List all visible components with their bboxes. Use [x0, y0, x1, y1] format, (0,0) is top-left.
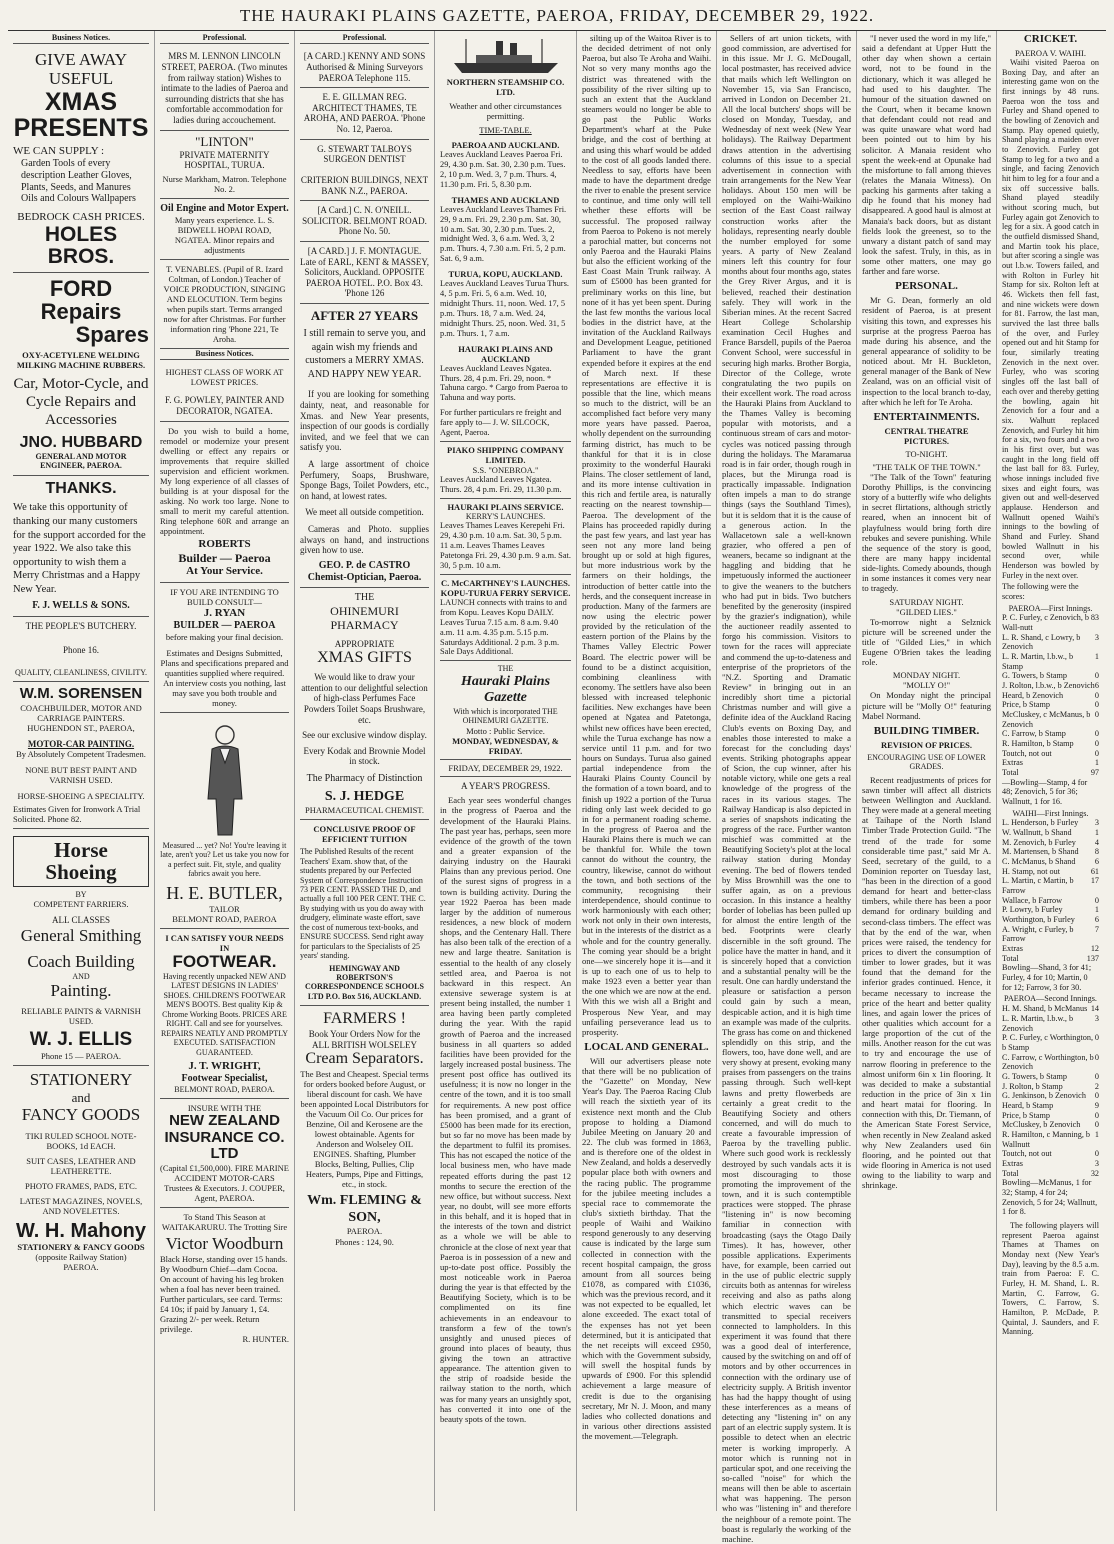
score-row [1002, 691, 1099, 701]
score-row [1002, 857, 1099, 867]
section-heading: LOCAL AND GENERAL. [584, 1040, 709, 1053]
batsman-name: Total [1002, 953, 1019, 963]
runs: 14 [1090, 1004, 1099, 1014]
score-row [1002, 1004, 1099, 1014]
batsman-name: R. Hamilton, c Manning, b Wallnutt [1002, 1129, 1091, 1149]
score-row [1002, 1101, 1099, 1111]
ad-horse-shoeing: Horse Shoeing BY COMPETENT FARRIERS. ALL CLASSES General Smithing Coach Building AND Painting. RELIABLE PAINTS & VARNISH USED. W. J. ELLIS Phone 15 — PAEROA. [13, 829, 149, 1066]
runs: 0 [1094, 671, 1099, 681]
batsman-name: Toutch, not out [1002, 748, 1052, 758]
gazette-nameplate: Hauraki Plains Gazette [460, 673, 551, 706]
batsman-name: McCluskey, c McManus, b Zenovich [1002, 710, 1091, 729]
scorecard-waihi-first [1002, 818, 1099, 963]
runs: 0 [1094, 1110, 1099, 1120]
batsman-name: J. Rolton, b Stamp [1002, 1081, 1063, 1091]
batsman-name: Wallace, b Farrow [1002, 895, 1063, 905]
scorecard-paeroa-second [1002, 1004, 1099, 1178]
column-2: Professional. MRS M. LENNON LINCOLN STREET, PAEROA. (Two minutes from railway station) Wishes to intimate to the ladies of Paeroa and surrounding districts that she has comfortable accommodation for ladies during accouchement. "LINTON" PRIVATE MATERNITY HOSPITAL, TURUA. Nurse Markham, Matron. Telephone No. 2. Oil Engine and Motor Expert. Many years experience. L. S. BIDWELL HOPAI ROAD, NGATEA. Minor repairs and adjustments T. VENABLES. (Pupil of R. Izard Coltman, of London.) Teacher of VOICE PRODUCTION, SINGING AND ELOCUTION. Term begins when pupils start. Terms arranged now for after Christmas. For further information ring 'Phone 221, Te Aroha. Business Notices. HIGHEST CLASS OF WORK AT LOWEST PRICES. F. G. POWLEY, PAINTER AND DECORATOR, NGATEA. Do you wish to build a home, remodel or modernize your present dwelling or effect any repairs or improvements that require skilled supervision and efficient workmen. My long experience of all classes of building is at your disposal for the asking. No work too large. None to small to merit my careful attention. Ring telephone 60R and arrange an appointment. ROBERTS Builder — Paeroa At Your Service. IF YOU ARE INTENDING TO BUILD CONSULT— J. RYAN BUILDER — PAEROA before making your final decision. Estimates and Designs Submitted, Plans and specifications prepared and quantities supplied where required. An interview costs you nothing, last may save you both trouble and money. Measured ... yet? No! You're leaving it late, aren't you? Let us take you now for a perfect suit. Fit, style, and quality fabrics await you here. H. E. BUTLER, TAILOR BELMONT ROAD, PAEROA I CAN SATISFY YOUR NEEDS IN FOOTWEAR. Having recently unpacked NEW AND LATEST DESIGNS IN LADIES' SHOES. CHILDREN'S FOOTWEAR MEN'S BOOTS. Best quality Kip & Chrome Working Boots. PRICES ARE RIGHT. Call and see for yourselves. REPAIRS NEATLY AND PROMPTLY EXECUTED. SATISFACTION GUARANTEED. J. T. WRIGHT, Footwear Specialist, BELMONT ROAD, PAEROA. INSURE WITH THE NEW ZEALAND INSURANCE CO. LTD (Capital £1,500,000). FIRE MARINE ACCIDENT MOTOR-CARS Trustees & Executors. J. COUPER, Agent, PAEROA. To Stand This Season at WAITAKARURU. The Trotting Sire Victor Woodburn Black Horse, standing over 15 hands. By Woodburn Chief—dam Cocoa. On account of having his leg broken when a foal has never been trained. Further particulars, see card. Terms: £4 10s; if paid by January 1, £4. Grazing 2/- per week. Return privilege. R. HUNTER. [155, 31, 295, 1511]
article-body: "I never used the word in my life," said a defendant at Upper Hutt the other day when shown a certain word, not to be found in the dictionary, which it was alleged he had used to his daughter. The humour of the situation dawned on the Court, when it became known that defendant could not read and was quite unaware what word had been pointed out to him by his solicitor. A Manaia resident who spent the week-end at Opunake had the misfortune to fall among thieves (relates the Manaia Witness). On packing his garments after taking a dip he found that his money had disappeared. A good haul is almost at Manaia's back doors, but as distant fields look the greenest, so to the unwary a distant patch of sand may look the safest. Truly, in this, as in some other matters, one may go farther and fare worse. [862, 33, 991, 277]
ad-venables: T. VENABLES. (Pupil of R. Izard Coltman, of London.) Teacher of VOICE PRODUCTION, SINGING AND ELOCUTION. Term begins when pupils start. Terms arranged now for after Christmas. For further information ring 'Phone 221, Te Aroha. [160, 260, 289, 349]
score-row [1002, 876, 1099, 895]
batsman-name: L. Henderson, b Furley [1002, 818, 1079, 828]
score-row [1002, 1082, 1099, 1092]
ad-sorensen: W.M. SORENSEN COACHBUILDER, MOTOR AND CARRIAGE PAINTERS. HUGHENDON ST., PAEROA, MOTOR-CAR PAINTING. By Absolutely Competent Tradesmen. NONE BUT BEST PAINT AND VARNISH USED. HORSE-SHOEING A SPECIALITY. Estimates Given for Ironwork A Trial Solicited. Phone 82. [13, 682, 149, 829]
runs: 0 [1094, 690, 1099, 700]
batsman-name: Extras [1002, 758, 1023, 768]
ad-tuition: CONCLUSIVE PROOF OF EFFICIENT TUITION The Published Results of the recent Teachers' Exam. show that, of the students prepared by our Perfected System of Correspondence Instruction 73 PER CENT. PASSED THE D, and actually a full 100 PER CENT. THE C. By studying with us you do away with drudgery, eliminate waste effort, save the cost of numerous text-books, and ENSURE SUCCESS. Send right away for particulars to the Specialists of 25 years' standing. HEMINGWAY AND ROBERTSON'S CORRESPONDENCE SCHOOLS LTD P.O. Box 516, AUCKLAND. [300, 820, 429, 1006]
ad-roberts: Do you wish to build a home, remodel or modernize your present dwelling or effect any repairs or improvements that require skilled supervision and efficient workmen. My long experience of all classes of building is at your disposal for the asking. No work too large. None to small to merit my careful attention. Ring telephone 60R and arrange an appointment. ROBERTS Builder — Paeroa At Your Service. [160, 422, 289, 583]
runs: 0 [1094, 895, 1099, 905]
ad-victor-woodburn: To Stand This Season at WAITAKARURU. The Trotting Sire Victor Woodburn Black Horse, standing over 15 hands. By Woodburn Chief—dam Cocoa. On account of having his leg broken when a foal has never been trained. Further particulars, see card. Terms: £4 10s; if paid by January 1, £4. Grazing 2/- per week. Return privilege. R. HUNTER. [160, 1211, 289, 1344]
batsman-name: H. M. Shand, b McManus [1002, 1004, 1088, 1014]
ad-ford: FORD Repairs Spares OXY-ACETYLENE WELDING MILKING MACHINE RUBBERS. Car, Motor-Cycle, and Cycle Repairs and Accessories JNO. HUBBARD GENERAL AND MOTOR ENGINEER, PAEROA. [13, 273, 149, 476]
runs: 3 [1094, 1013, 1099, 1023]
scorecard-paeroa-first [1002, 613, 1099, 777]
batsman-name: Heard, b Zenovich [1002, 690, 1064, 700]
score-row [1002, 1149, 1099, 1159]
score-row [1002, 867, 1099, 877]
runs: 6 [1094, 680, 1099, 690]
runs: 3 [1094, 632, 1099, 642]
batsman-name: G. Jenkinson, b Zenovich [1002, 1091, 1086, 1101]
runs: 8 [1094, 847, 1099, 857]
runs: 7 [1094, 924, 1099, 934]
score-row [1002, 915, 1099, 925]
article-body: Will our advertisers please note that there will be no publication of the "Gazette" on Monday, New Year's Day. The Paeroa Racing Club will reach the sixtieth year of its existence next month and the Club propose to holding a Diamond Jubilee Meeting on January 20 and 22. The club was formed in 1863, and is therefore one of the oldest in New Zealand, and holds a deservedly popular place both with owners and the racing public. The programme for the jubilee meeting includes a special race to commemorate the club's sixtieth birthday. That the people of Waihi and Waikino respond generously to any deserving cause is indicated by the large sum collected in connection with the recent hospital campaign, the gross amount from all sources being £1078, as compared with £1036, which was the previous record, and it was not expected to be equalled, let alone exceeded. The exact total of the expenses has not yet been determined, but it is anticipated that the net receipts will exceed £950, which with the Government subsidy, will swell the hospital funds by upwards of £900. For this splendid achievement a large measure of credit is due to the organising secretary, Mr N. J. Moon, and many ladies who collected donations and in various other directions assisted the movement.—Telegraph. [582, 1055, 711, 1442]
runs: 12 [1090, 944, 1099, 954]
section-heading: PERSONAL. [895, 280, 958, 293]
runs: 6 [1094, 857, 1099, 867]
runs: 0 [1094, 1149, 1099, 1159]
runs: 0 [1094, 1120, 1099, 1130]
runs: 17 [1090, 876, 1099, 886]
score-row [1002, 954, 1099, 964]
score-row [1002, 1111, 1099, 1121]
ad-bidwell: Oil Engine and Motor Expert. Many years experience. L. S. BIDWELL HOPAI ROAD, NGATEA. Minor repairs and adjustments [160, 199, 289, 260]
runs: 0 [1094, 1033, 1099, 1043]
batsman-name: P. C. Furley, c Worthington, b Stamp [1002, 1033, 1093, 1052]
batsman-name: Heard, b Stamp [1002, 1100, 1054, 1110]
runs: 9 [1094, 1100, 1099, 1110]
tailor-figure-illustration [190, 719, 260, 839]
batsman-name: Toutch, not out [1002, 1149, 1052, 1159]
masthead: THE HAURAKI PLAINS GAZETTE, PAEROA, FRIDAY, DECEMBER 29, 1922. [8, 4, 1106, 31]
column-header: Business Notices. [13, 33, 149, 44]
score-row [1002, 828, 1099, 838]
ad-talboys: G. STEWART TALBOYS SURGEON DENTIST CRITERION BUILDINGS, NEXT BANK N.Z., PAEROA. [300, 140, 429, 201]
batsman-name: H. Stamp, not out [1002, 866, 1060, 876]
column-header: Professional. [300, 33, 429, 44]
article-body: silting up of the Waitoa River is to the decided detriment of not only Paeroa, but also Te Aroha and Waihi. Not so very many months ago the district was threatened with the possibility of the river silting up to such an extent that the Auckland steamers would no longer be able to go past the Public Works Department's wharf at the Puke bridge, and the cost of berthing at and using this wharf would be added to the cost of all goods landed there. Needless to say, efforts have been made to have the department dredge the river to enable the present service to continue, and time only will tell whether these efforts will be successful. The proposed railway from Paeroa to Pokeno is not merely a parochial matter, but concerns not only Paeroa and the Hauraki Plains but also the efficient working of the East Coast Main Trunk railway. A sum of £5000 has been granted for preliminary works on this line, but none of it has yet been spent. During the last few months the various local bodies in the district have, at the invitation of the Auckland Railways and Development League, petitioned Parliament to have the grant expended before it expires at the end of March next. If these representations are effective it is possible that the line, which means so much to the district, will be an accomplished fact before very many more years have passed. Paeroa, wholly dependent on the surrounding farming district, has much to be thankful for that it is in close proximity to the wonderful Hauraki Plains. The closer settlement of land, and its more intense cultivation in this rich and fertile area, is naturally reacting on the nearest township—Paeroa. The development of the Plains has proceeded rapidly during the past few years, and last year has seen not any more land being brought up or sold at high figures, but more industrious work by the farmers on their holdings, the introduction of better cattle into the herds, and the consequent increase in production. Many of the farmers are now using the electric power provided by the reticulation of the eastern portion of the Plains by the Thames Valley Electric Power Board. The electric power will be found to be a distinct acquisition, combining cleanliness with economy. The settlers have also been blessed with increased telephonic facilities. New exchanges have been opened at Ngatea and Patetonga, whilst new offices have been erected, while the Turua exchange has now a service until 11 p.m. and for two hours on Sundays. Turua also gained partial independence from the Hauraki Plains County Council by the formation of a town board, and to finish up 1922 a portion of the Turua riding only last week decided to go in for a permanent roading scheme. In the progress of Paeroa and the Hauraki Plains there is much we can be thankful for. While the town cannot do without the country, the country, likewise, cannot do without the town, and both sections of the community, recognising their interdependence, should continue to work harmoniously with each other; work not only in their own interests, but in the interests of the district as a whole and for the country generally. The coming year should be a bright one—we sincerely hope it is—and it is up to each one of us to help to make 1923 even a better year than the one which we are now at the end. With this we wish all a Bright and Prosperous New Year, and may unfailing perseverance lead us to prosperity. [582, 33, 711, 1037]
article-body: Each year sees wonderful changes in the progress of Paeroa and the development of the Hauraki Plains. The past year has, perhaps, seen more evidence of the growth of the town and a greater expansion of the dairying industry on the Hauraki Plains than any previous period. One of the surest signs of progress in a town is building activity. During the year 1922 Paeroa has been made larger by the addition of numerous residences, a new block of modern shops, and the Centenary Hall. There has also been talk of the erection of a new and large theatre. Sanitation is essential to the health of any closely settled area, and Paeroa is not backward in this respect. An extensive sewerage system is at present being installed, the number 1 area having been partly completed during the year. With the rapid growth of Paeroa and the increased business in all quarters so added facilities have been provided for the largely increased postal business. The present post office has outlived its usefulness; it is now no longer in the centre of the town, and it is too small for requirements. A new post office has been promised, and a grant of £5000 has been made for its erection, but so far no move has been made by the department to fulfil its promises. This has not escaped the notice of the local business men, who have made repeated efforts during the past 12 months to secure the erection of the new office, but without success. Next year, no doubt, will see more efforts in this behalf, and it is hoped that in the interests of the town and district as a whole we will be able to chronicle at the close of next year that Paeroa is in possession of a new and up-to-date post office. Possibly the most noticeable work in Paeroa during the year is that effected by the Beautifying Society, which is to be complimented on its fine achievements in an endeavour to transform a few of the town's unsightly and unused pieces of ground into places of beauty, thus giving the town an attractive appearance. The attention given to the strip of roadside beside the railway station to the north, which was for many years an unsightly spot, has converted it into one of the beauty spots of the town. [440, 795, 571, 1424]
article-body: Mr G. Dean, formerly an old resident of Paeroa, is at present visiting this town, and expresses his surprise at the progress Paeroa has made during his absence, and the general appearance of solidity to be noticed about. Mr H. Buckleton, general manager of the Bank of New Zealand, was on an official visit of inspection to the local branch to-day, after which he left for Te Aroha. [862, 295, 991, 407]
score-row [1002, 1091, 1099, 1101]
batsman-name: McCluskey, b Zenovich [1002, 1120, 1081, 1130]
runs: 0 [1094, 700, 1099, 710]
runs: 6 [1094, 915, 1099, 925]
score-row [1002, 652, 1099, 671]
article-body: Sellers of art union tickets, with good commission, are advertised for in this issue. Mr J. G. McDougall, local postmaster, has received advice that mails which left Wellington on November 15, via San Francisco, arrived in London on December 21. All the local butchers' shops will be closed on Monday, Tuesday, and Wednesday of next week (New Year holidays). The Railway Department draws attention in the advertising columns of this issue to a special advertisement in connection with train arrangements for the New Year holidays. About 150 men will be employed on the Waihi-Waikino section of the East Coast railway construction works after the holidays, representing nearly double the number employed for some years. A party of New Zealand miners left this country for four months about four months ago, states the Grey River Argus, and it is believed, reached their destination safely. They will work in the Siberian mines. At the recent Sacred Heart College Scholarship examination Cecil Hughes and France Barsdell, pupils of the Paeroa Convent School, were successful in securing high marks. Brother Borgia, Director of the College, wrote congratulating the two pupils on their excellent work. The road across the Hauraki Plains from Auckland to the Thames Valley is becoming popular with motorists, and a continuous stream of cars and motor-cycles was noticed passing through during the holidays. The Maramarua road is in fair order, though rough in places, but the Mirunga road is practically impassable. Indignation often impels a man to do strange things (says the Southland Times), but it is seldom that it is the cause of a generous action. In the Wallacetown sale a well-known grazier, who offered a pen of weaners, became so indignant at the haggling and bidding that he impetuously informed the auctioneer to give the weaners to the butchers who had put in bids. Two butchers benefited by the generosity (inspired by the grazier's indignation), while the auctioneer readily assented to forgo his commission. Visitors to town for the races will appreciate and commend the up-to-dateness and enterprise of the proprietors of the "N.Z. Sporting and Dramatic Review" in bringing out in an incredibly short time a pictorial Christmas number and will give a definite idea of the Auckland Racing Club's events on Boxing Day, and enables those interested to make a forecast for the concluding days' events. Striking photographs appear of Scion, the cup winner, after his notable victory, while one gets a real knowledge of the progress of the races in its various stages. The Railway Handicap is also depicted in a series of snapshots indicating the progress of the race. Further wanton mischief was committed at the Beautifying Society's plot at the local railway station during Monday evening. The bed of flowers tended by Miss Brownhill was the one to suffer again, as on a previous occasion. In this instance a healthy border of lobelias has been pulled up for almost the entire length of the bed. Footprints were clearly discernible in the soft ground. The police have the matter in hand, and it is sincerely hoped that a conviction and a substantial penalty will be the result. One can hardly understand the pleasure or satisfaction a person could gain by such a mean, despicable action, and it is high time an example was made of the culprits. The grass has come on and thickened splendidly on this strip, and the flowers, too, have done well, and are very showy at present, evoking many praises from passengers on the trains passing through. Such well-kept lawns and pretty flowerbeds are certainly a great credit to the Beautifying Society and others concerned, and will do much to create a favourable impression of Paeroa by the travelling public. Where such good work is recklessly destroyed by such vandals acts it is most discouraging to those promoting the improvement of the town, and it is such contemptible practices were stopped. The phrase "listening in" is now becoming familiar in connection with broadcasting (says the Otago Daily Times). It has, however, other possible applications. Experiments have, for example, been carried out in the use of public electric supply circuits both as antennas for wireless receiving and also as paths along which electric waves can be transmitted to special receivers connected to lampholders. In this experiment it was found that there was a good deal of interference, caused by the switching on and off of motors and by other occurrences in connection with the ordinary use of electricity supply. A British inventor has had the happy thought of using these interferences as a means of detecting any "listening in" on any part of an electric supply system. It is possible to detect when an electric meter is working improperly. A motor which is running not in particular spot, and one receiving the so-called "noise" for which the means will then be able to ascertain what was happening. The person who was "listening in" and therefore the neighbour of a remote point. The boast is regularly the working of the machine. [722, 33, 851, 1544]
score-row [1002, 613, 1099, 632]
ad-powley: HIGHEST CLASS OF WORK AT LOWEST PRICES. F. G. POWLEY, PAINTER AND DECORATOR, NGATEA. [160, 363, 289, 421]
ad-linton: "LINTON" PRIVATE MATERNITY HOSPITAL, TURUA. Nurse Markham, Matron. Telephone No. 2. [160, 131, 289, 199]
ad-montague: [A CARD.] J. F. MONTAGUE. Late of EARL, KENT & MASSEY, Solicitors, Auckland. OPPOSITE PAEROA HOTEL. P.O. Box 43. 'Phone 126 [300, 242, 429, 304]
score-row [1002, 633, 1099, 652]
runs: 2 [1094, 1081, 1099, 1091]
batsman-name: G. Towers, b Stamp [1002, 671, 1067, 681]
score-row [1002, 838, 1099, 848]
score-row [1002, 1072, 1099, 1082]
batsman-name: Worthington, b Furley [1002, 915, 1075, 925]
column-5 [577, 31, 717, 1511]
score-row [1002, 710, 1099, 729]
ad-insurance: INSURE WITH THE NEW ZEALAND INSURANCE CO. LTD (Capital £1,500,000). FIRE MARINE ACCIDENT MOTOR-CARS Trustees & Executors. J. COUPER, Agent, PAEROA. [160, 1099, 289, 1208]
steamship-icon [446, 35, 566, 75]
score-row [1002, 944, 1099, 954]
runs: 4 [1094, 837, 1099, 847]
batsman-name: J. Rolton, l.b.w., b Zenovich [1002, 680, 1095, 690]
runs: 1 [1094, 1129, 1099, 1139]
runs: 137 [1086, 953, 1099, 963]
score-row [1002, 671, 1099, 681]
score-row [1002, 818, 1099, 828]
batsman-name: W. Wallnutt, b Shand [1002, 828, 1072, 838]
ad-wright: I CAN SATISFY YOUR NEEDS IN FOOTWEAR. Having recently unpacked NEW AND LATEST DESIGNS IN LADIES' SHOES. CHILDREN'S FOOTWEAR MEN'S BOOTS. Best quality Kip & Chrome Working Boots. PRICES ARE RIGHT. Call and see for yourselves. REPAIRS NEATLY AND PROMPTLY EXECUTED. SATISFACTION GUARANTEED. J. T. WRIGHT, Footwear Specialist, BELMONT ROAD, PAEROA. [160, 929, 289, 1099]
runs: 0 [1094, 739, 1099, 749]
score-row [1002, 847, 1099, 857]
ad-ryan: IF YOU ARE INTENDING TO BUILD CONSULT— J. RYAN BUILDER — PAEROA before making your final decision. Estimates and Designs Submitted, Plans and specifications prepared and quantities supplied where required. An interview costs you nothing, last may save you both trouble and money. [160, 583, 289, 713]
column-header: Professional. [160, 33, 289, 44]
column-1 [8, 31, 155, 1511]
runs: 0 [1094, 1071, 1099, 1081]
runs: 0 [1094, 748, 1099, 758]
batsman-name: Price, b Stamp [1002, 700, 1050, 710]
score-row [1002, 1120, 1099, 1130]
batsman-name: Total [1002, 768, 1019, 778]
runs: 3 [1094, 818, 1099, 828]
score-row [1002, 896, 1099, 906]
score-row [1002, 1169, 1099, 1179]
batsman-name: Price, b Stamp [1002, 1110, 1050, 1120]
runs: 97 [1090, 768, 1099, 778]
ad-giveaway: GIVE AWAY USEFUL XMAS PRESENTS WE CAN SUPPLY : Garden Tools of every description Leather Gloves, Plants, Seeds, and Manures Oils and Colours Wallpapers BEDROCK CASH PRICES. HOLES BROS. [13, 47, 149, 272]
batsman-name: L. R. Shand, c Lowry, b Zenovich [1002, 632, 1081, 652]
score-row [1002, 905, 1099, 915]
runs: 83 [1090, 613, 1099, 623]
score-row [1002, 681, 1099, 691]
runs: 0 [1094, 729, 1099, 739]
ad-pharmacy: THE OHINEMURI PHARMACY APPROPRIATE XMAS GIFTS We would like to draw your attention to our delightful selection of high-class Perfumes Face Powders Toilet Soaps Brushware, etc. See our exclusive window display. Every Kodak and Brownie Model in stock. The Pharmacy of Distinction S. J. HEDGE PHARMACEUTICAL CHEMIST. [300, 588, 429, 820]
columns [8, 31, 1106, 1544]
batsman-name: Extras [1002, 1158, 1023, 1168]
runs: 3 [1094, 1158, 1099, 1168]
ad-lennon: MRS M. LENNON LINCOLN STREET, PAEROA. (Two minutes from railway station) Wishes to intimate to the ladies of Paeroa and surrounding districts that she has comfortable accommodation for ladies during accouchement. [160, 47, 289, 130]
runs: 0 [1094, 710, 1099, 719]
section-heading: CRICKET. [1023, 33, 1078, 45]
section-heading: ENTERTAINMENTS. [873, 410, 980, 423]
batsman-name: Total [1002, 1168, 1019, 1178]
batsman-name: A. Wright, c Furley, b Farrow [1002, 924, 1074, 944]
score-row [1002, 739, 1099, 749]
score-row [1002, 758, 1099, 768]
ad-gillman: E. E. GILLMAN REG. ARCHITECT THAMES, TE AROHA, AND PAEROA. 'Phone No. 12, Paeroa. [300, 88, 429, 139]
batsman-name: R. Hamilton, b Stamp [1002, 739, 1074, 749]
ad-butchery: THE PEOPLE'S BUTCHERY. Phone 16. QUALITY, CLEANLINESS, CIVILITY. [13, 617, 149, 683]
runs: 1 [1094, 905, 1099, 915]
batsman-name: M. Martensen, b Shand [1002, 847, 1079, 857]
score-row [1002, 1159, 1099, 1169]
column-6 [717, 31, 857, 1544]
batsman-name: L. R. Martin, l.b.w., b Stamp [1002, 651, 1074, 671]
ad-kenny: [A CARD.] KENNY AND SONS Authorised & Mining Surveyors PAEROA Telephone 115. [300, 47, 429, 88]
column-8: CRICKET. PAEROA V. WAIHI. Waihi visited Paeroa on Boxing Day, and after an interesting game won on the first innings by 48 runs. Paeroa won the toss and Furley and Shand opened to the bowling of Zenovich and Stamp. Play opened quietly, Shand playing a maiden over to Zenovich. Furley got Stamp to leg for a two and a single, and facing Zenovich hit him to leg for a four and a six off successive balls. Shand played steadily without scoring much, but Furley again got Zenovich to leg for a six. A good catch in the outfield dismissed Shand, and Martin took his place, but after scoring a single was out l.b.w. Towers failed, and with Rolton in Furley hit Stamp for six. Rolton left at 46. Wickets then fell fast, and nine wickets were down for 81. Farrow, the last man, survived the last three balls of the over, and Furley opened out and hit Stamp for four, similarly treating Zenovich in the next over. Furley, who was scoring singles off the last ball of each over and thereby getting the bowling, again hit Zenovich for a four and a six. Walhutt replaced Zenovich, and Furley hit him for a six, two fours and a two in his first over, but was caught in the long field off the last ball for 83. Furley, whose innings included five sixes and eight fours, was given out and well-deserved applause. Henderson and Wallnutt opened Waihi's innings to the bowling of Shand and Furley. Shand bowled Wallnutt in his second over, while Henderson was bowled by Furley in the next over. The following were the scores: PAEROA—First Innings. P. C. Furley, c Zenovich, b Wall-nutt 83 L. R. Shand, c Lowry, b Zenovich 3 L. R. Martin, l.b.w., b Stamp 1 G. Towers, b Stamp 0 J. Rolton, l.b.w., b Zenovich 6 Heard, b Zenovich 0 Price, b Stamp 0 McCluskey, c McManus, b Zenovich 0 C. Farrow, b Stamp 0 R. Hamilton, b Stamp 0 Toutch, not out 0 Extras 1 Total 97 —Bowling—Stamp, 4 for 48; Zenovich, 5 for 36; Wallnutt, 1 for 16. WAIHI—First Innings. L. Henderson, b Furley 3 W. Wallnutt, b Shand 1 M. Zenovich, b Furley 4 M. Martensen, b Shand 8 C. McManus, b Shand 6 H. Stamp, not out 61 L. Martin, c Martin, b Farrow 17 Wallace, b Farrow 0 P. Lowry, b Furley 1 Worthington, b Furley 6 A. Wright, c Furley, b Farrow 7 Extras 12 Total 137 Bowling—Shand, 3 for 41; Furley, 4 for 10; Martin, 0 for 12; Farrow, 3 for 30. PAEROA—Second Innings. H. M. Shand, b McManus 14 L. R. Martin, l.b.w., b Zenovich 3 P. C. Furley, c Worthington, b Stamp 0 C. Farrow, c Worthington, b Zenovich 0 G. Towers, b Stamp 0 J. Rolton, b Stamp 2 G. Jenkinson, b Zenovich 0 Heard, b Stamp 9 Price, b Stamp 0 McCluskey, b Zenovich 0 R. Hamilton, c Manning, b Wallnutt 1 Toutch, not out 0 Extras 3 Total 32 Bowling—McManus, 1 for 32; Stamp, 4 for 24; Zenovich, 5 for 24; Wallnutt, 1 for 8. The following players will represent Paeroa against Thames at Thames on Monday next (New Year's Day), leaving by the 8.5 a.m. train from Paeroa: F. C. Furley, H. M. Shand, L. R. Martin, C. Farrow, G. Towers, C. Farrow, S. Hamilton, P. McDade, P. Quintal, J. Saunders, and F. Manning. [1002, 33, 1099, 1337]
ad-oneill: [A Card.] C. N. O'NEILL. SOLICITOR. BELMONT ROAD. Phone No. 50. [300, 201, 429, 242]
ad-stationery: STATIONERY and FANCY GOODS TIKI RULED SCHOOL NOTE-BOOKS, 1d EACH. SUIT CASES, LEATHER AND LEATHERETTE. PHOTO FRAMES, PADS, ETC. LATEST MAGAZINES, NOVELS, AND NOVELETTES. W. H. Mahony STATIONERY & FANCY GOODS (opposite Railway Station) PAEROA. [16, 1070, 146, 1272]
score-row [1002, 749, 1099, 759]
batsman-name: G. Towers, b Stamp [1002, 1071, 1067, 1081]
runs: 1 [1094, 758, 1099, 768]
batsman-name: C. Farrow, c Worthington, b Zenovich [1002, 1052, 1094, 1072]
runs: 0 [1094, 1052, 1099, 1062]
ad-butler: Measured ... yet? No! You're leaving it late, aren't you? Let us take you now for a perfect suit. Fit, style, and quality fabrics await you here. H. E. BUTLER, TAILOR BELMONT ROAD, PAEROA [160, 713, 289, 930]
runs: 1 [1094, 828, 1099, 838]
batsman-name: P. Lowry, b Furley [1002, 905, 1063, 915]
batsman-name: M. Zenovich, b Furley [1002, 837, 1076, 847]
runs: 61 [1090, 866, 1099, 876]
column-7: "I never used the word in my life," said a defendant at Upper Hutt the other day when shown a certain word, not to be found in the dictionary, which it was alleged he had used to his daughter. The humour of the situation dawned on the Court, when it became known that defendant could not read and was quite unaware what word had been pointed out to him by his solicitor. A Manaia resident who spent the week-end at Opunake had the misfortune to fall among thieves (relates the Manaia Witness). On packing his garments after taking a dip he found that his money had disappeared. A good haul is almost at Manaia's back doors, but as distant fields look the greenest, so to the unwary a distant patch of sand may look the safest. Truly, in this, as in some other matters, one may go farther and fare worse. PERSONAL. Mr G. Dean, formerly an old resident of Paeroa, is at present visiting this town, and expresses his surprise at the progress Paeroa has made during his absence, and the general appearance of solidity to be noticed about. Mr H. Buckleton, general manager of the Bank of New Zealand, was on an official visit of inspection to the local branch to-day, after which he left for Te Aroha. ENTERTAINMENTS. CENTRAL THEATRE PICTURES. TO-NIGHT. "THE TALK OF THE TOWN." "The Talk of the Town" featuring Dorothy Phillips, is the convincing story of a butterfly wife who delights in secret flirtations, although strictly reared, when an innocent bit of playfulness would bring forth dire rebukes and severe punishing. While the sequence of the story is good, there are many happy incidental side-lights. Comedy abounds, though in some instances it comes very near to tragedy. SATURDAY NIGHT. "GILDED LIES." To-morrow night a Selznick picture will be screened under the title of "Gilded Lies," in which Eugene O'Brien takes the leading role. MONDAY NIGHT. "MOLLY O!" On Monday night the principal picture will be "Molly O!" featuring Mabel Normand. BUILDING TIMBER. REVISION OF PRICES. ENCOURAGING USE OF LOWER GRADES. Recent readjustments of prices for sawn timber will affect all districts between Wellington and Auckland. They were made at a general meeting at Taihape of the North Island Timber Trade Protection Guild. "The trend of the trade for some considerable time past," said Mr A. Seed, secretary of the guild, to a Dominion reporter on Tuesday last, "has been in the direction of a good demand for heart and better-class timbers, while there has been a poor demand for ordinary building and second-class timbers. The effect was that by the end of the war, when prices were raised, the tendency for prices to divert the consumption of timber to lower grades, but it was found that the demand for the inferior grades continued. Hence, it became necessary to increase the price of the heart and better quality lines, and again lower the prices of other qualities which account for a large proportion of the cut of the mills. Another reason for the cut was to try and encourage the use of narrow flooring in preference to the almost uniform 6in x 1in flooring. It was decided to make a substantial reduction in the price of 3in x 1in and heart matai for flooring. In connection with this, Dr. Tiemann, of the American State Forest Service, when recently in New Zealand asked why New Zealanders used 6in flooring, and he pointed out that wide flooring in America is not used owing to the liability to warp and shrinkage. [857, 31, 997, 1511]
score-row [1002, 1033, 1099, 1052]
runs: 0 [1094, 1091, 1099, 1101]
ad-thanks: THANKS. We take this opportunity of thanking our many customers for the support accorded for the year 1922. We also take this opportunity to wish them a Merry Christmas and a Happy New Year. F. J. WELLS & SONS. [13, 476, 149, 617]
batsman-name: C. Farrow, b Stamp [1002, 729, 1066, 739]
score-row [1002, 925, 1099, 944]
batsman-name: C. McManus, b Shand [1002, 857, 1076, 867]
batsman-name: P. C. Furley, c Zenovich, b Wall-nutt [1002, 613, 1090, 632]
column-4: NORTHERN STEAMSHIP CO. LTD. Weather and other circumstances permitting. TIME-TABLE. PAEROA AND AUCKLAND. Leaves Auckland Leaves Paeroa Fri. 29, 4.30 p.m. Sat. 30, 2.30 p.m. Tues. 2, 10 p.m. Wed. 3, 7 p.m. Thurs. 4, 11.30 p.m. Fri. 5, 8.30 p.m. THAMES AND AUCKLAND Leaves Auckland Leaves Thames Fri. 29, 9 a.m. Fri. 29, 2.30 p.m. Sat. 30, 10 a.m. Sat. 30, 2.30 p.m. Tues. 2, midnight Wed. 3, 6 a.m. Wed. 3, 2 p.m. Thurs. 4, 7.30 a.m. Fri. 5, 2 p.m. Sat. 6, 9 a.m. TURUA, KOPU, AUCKLAND. Leaves Auckland Leaves Turua Thurs. 4, 5 p.m. Fri. 5, 6 a.m. Wed. 10, midnight Thurs. 11, noon. Wed. 17, 5 p.m. Thurs. 18, 7 a.m. Wed. 24, midnight Thurs. 25, noon. Wed. 31, 5 p.m. Thurs. 1, 7 a.m. HAURAKI PLAINS AND AUCKLAND Leaves Auckland Leaves Ngatea. Thurs. 28, 4 p.m. Fri. 29, noon. * Tahuna cargo. * Cargo from Paeroa to Tahuna and way ports. For further particulars re freight and fare apply to— J. W. SILCOCK, Agent, Paeroa. PIAKO SHIPPING COMPANY LIMITED. S.S. "ONEBROA." Leaves Auckland Leaves Ngatea. Thurs. 28, 4 p.m. Fri. 29, 11.30 p.m. HAURAKI PLAINS SERVICE. KERRY'S LAUNCHES. Leaves Thames Leaves Kerepehi Fri. 29, 4.30 p.m. 10 a.m. Sat. 30, 5 p.m. 11 a.m. Leaves Thames Leaves Patetonga Fri. 29, 4.30 p.m. 9 a.m. Sat. 30, 5 p.m. 10 a.m. C. McCARTHNEY'S LAUNCHES. KOPU-TURUA FERRY SERVICE. LAUNCH connects with trains to and from Kopu. Leaves Kopu DAILY. Leaves Turua 7.15 a.m. 8 a.m. 9.40 a.m. 11 a.m. 4.35 p.m. 5.15 p.m. Saturdays Additional. 2 p.m. 3 p.m. Sale Days Additional. THE Hauraki Plains Gazette With which is incorporated THE OHINEMURI GAZETTE. Motto : Public Service. MONDAY, WEDNESDAY, & FRIDAY. FRIDAY, DECEMBER 29, 1922. A YEAR'S PROGRESS. Each year sees wonderful changes in the progress of Paeroa and the development of the Hauraki Plains. The past year has, perhaps, seen more evidence of the growth of the town and a greater expansion of the dairying industry on the Hauraki Plains than any previous period. One of the surest signs of progress in a town is building activity. During the year 1922 Paeroa has been made larger by the addition of numerous residences, a new block of modern shops, and the Centenary Hall. There has also been talk of the erection of a new and large theatre. Sanitation is essential to the health of any closely settled area, and Paeroa is not backward in this respect. An extensive sewerage system is at present being installed, the number 1 area having been partly completed during the year. With the rapid growth of Paeroa and the increased business in all quarters so added facilities have been provided for the largely increased postal business. The present post office has outlived its usefulness; it is now no longer in the centre of the town, and it is too small for requirements. A new post office has been promised, and a grant of £5000 has been made for its erection, but so far no move has been made by the department to fulfil its promises. This has not escaped the notice of the local business men, who have made repeated efforts during the past 12 months to secure the erection of the new office, but without success. Next year, no doubt, will see more efforts in this behalf, and it is hoped that in the interests of the town and district as a whole we will be able to chronicle at the close of next year that Paeroa is in possession of a new and up-to-date post office. Possibly the most noticeable work in Paeroa during the year is that effected by the Beautifying Society, which is to be complimented on its fine achievements in an endeavour to transform a few of the town's unsightly and unused pieces of ground into places of beauty, thus giving the town an attractive appearance. The attention given to the strip of roadside beside the railway station to the north, which was for many years an unsightly spot, has converted it into one of the beauty spots of the town. [435, 31, 577, 1511]
ad-after-27-years: AFTER 27 YEARS I still remain to serve you, and again wish my friends and customers a MERRY XMAS. AND HAPPY NEW YEAR. If you are looking for something dainty, neat, and reasonable for Xmas. and New Year presents, inspection of our goods is cordially invited, and we feel that we can satisfy you. A large assortment of choice Perfumery, Soaps, Brushware, Sponge Bags, Toilet Powders, etc., on hand, at lowest rates. We meet all outside competition. Cameras and Photo. supplies always on hand, and instructions given how to use. GEO. P. de CASTRO Chemist-Optician, Paeroa. [300, 304, 429, 588]
runs: 32 [1090, 1168, 1099, 1178]
score-row [1002, 729, 1099, 739]
batsman-name: Extras [1002, 944, 1023, 954]
ad-fleming: FARMERS ! Book Your Orders Now for the ALL BRITISH WOLSELEY Cream Separators. The Best and Cheapest. Special terms for orders booked before August, or liberal discount for cash. We have been appointed Local Distributors for the Vacuum Oil Co. Our prices for Benzine, Oil and Kerosene are the lowest obtainable. Agents for Anderson and Wolseley OIL ENGINES. Shafting, Plumber Blocks, Belting, Pullies, Clip Heaters, Pumps, Pipe and Fittings, etc., in stock. Wm. FLEMING & SON, PAEROA. Phones : 124, 90. [300, 1010, 429, 1247]
score-row [1002, 1014, 1099, 1033]
runs: 1 [1094, 651, 1099, 661]
batsman-name: L. Martin, c Martin, b Farrow [1002, 876, 1074, 896]
score-row [1002, 1053, 1099, 1072]
score-row [1002, 1130, 1099, 1149]
article-heading: A YEAR'S PROGRESS. [460, 780, 551, 791]
score-row [1002, 768, 1099, 778]
section-heading: BUILDING TIMBER. [873, 724, 980, 737]
column-3 [295, 31, 435, 1511]
score-row [1002, 700, 1099, 710]
batsman-name: L. R. Martin, l.b.w., b Zenovich [1002, 1013, 1074, 1033]
